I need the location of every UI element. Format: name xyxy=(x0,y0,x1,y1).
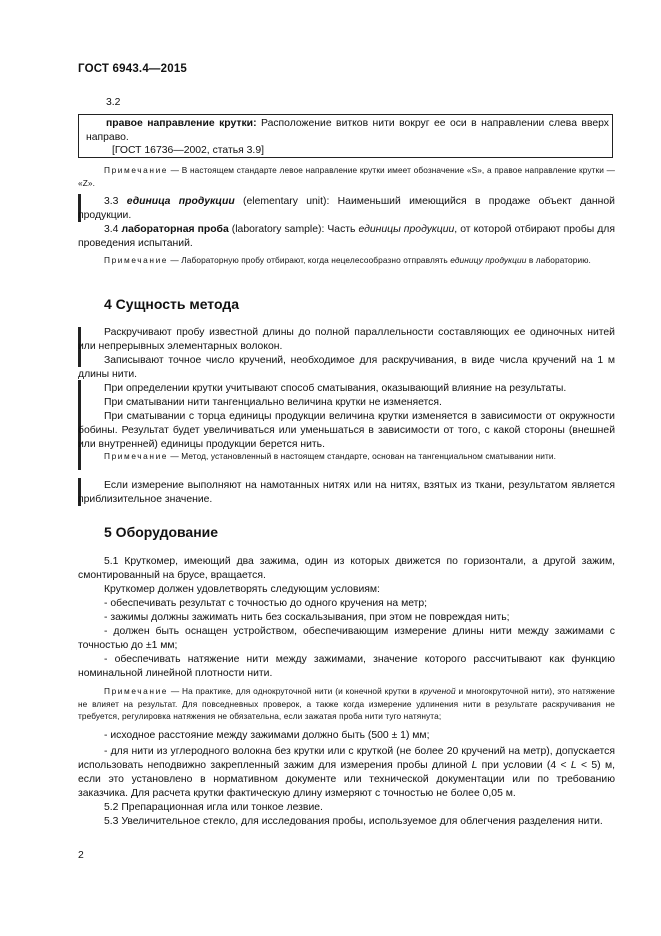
clause-5-2: 5.2 Препарационная игла или тонкое лезвие. xyxy=(104,802,323,813)
note-text-2: в лабораторию. xyxy=(526,255,591,265)
note-text: — В настоящем стандарте левое направление крутки имеет обозначение «S», а правое направление крутки — «Z». xyxy=(78,165,615,188)
term-elementary-unit-def: (elementary unit): Наименьший имеющийся в продаже объект данной продукции. xyxy=(78,196,615,221)
clause-3-4-number: 3.4 xyxy=(104,224,119,235)
note-twist-direction xyxy=(78,164,615,189)
note-label: Примечание xyxy=(104,686,169,696)
page-number: 2 xyxy=(78,850,84,861)
section-4-para-6: Если измерение выполняют на намотанных нитях или на нитях, взятых из ткани, результатом является приблизительное значение. xyxy=(78,480,615,505)
clause-3-2-definition xyxy=(86,117,609,145)
condition-6-text-3: < 5) м, если это установлено в нормативном документе или технической документации или по требованию заказчика. Для расчета крутки фактическую длину измеряют с точностью не более 0,05 м. xyxy=(78,760,616,799)
clause-3-2-number: 3.2 xyxy=(106,97,121,108)
note-text-italic: крученой xyxy=(419,686,456,696)
clause-5-3: 5.3 Увеличительное стекло, для исследования пробы, используемое для облегчения разделения нити. xyxy=(104,816,603,827)
condition-3: - должен быть оснащен устройством, обеспечивающим измерение длины нити между зажимами с точностью до ±1 мм; xyxy=(78,626,615,651)
term-right-twist-def: Расположение витков нити вокруг ее оси в направлении слева вверх направо. xyxy=(86,118,609,143)
clause-3-2-reference: [ГОСТ 16736—2002, статья 3.9] xyxy=(112,145,264,156)
note-text: — Метод, установленный в настоящем стандарте, основан на тангенциальном сматывании нити. xyxy=(168,451,557,461)
condition-6-var-l: L xyxy=(471,760,478,771)
clause-5-1: 5.1 Круткомер, имеющий два зажима, один из которых движется по горизонтали, а другой зажим, смонтированный на брусе, вращается. xyxy=(78,556,615,581)
condition-4: - обеспечивать натяжение нити между зажимами, значение которого рассчитывают как функцию номинальной линейной плотности нити. xyxy=(78,654,615,679)
clause-3-3-number: 3.3 xyxy=(104,196,119,207)
condition-6 xyxy=(78,745,615,801)
section-4-para-5: При сматывании с торца единицы продукции величина крутки изменяется в зависимости от окружности бобины. Результат будет увеличиваться или уменьшаться в зависимости от того, с какой стороны (внешней или внутренней) единицы продукции берется нить. xyxy=(78,411,615,450)
note-text-2: и многокруточной нити), это натяжение не влияет на результат. Для повседневных проверок, а также когда измерение удлинения нити в результате раскручивания не требуется, регулировка натяжения не обязательна, если зажатая проба нити туго натянута; xyxy=(78,686,616,721)
condition-6-var-l: L xyxy=(570,760,577,771)
term-elementary-unit: единица продукции xyxy=(126,196,235,207)
condition-2: - зажимы должны зажимать нить без соскальзывания, при этом не повреждая нить; xyxy=(104,612,510,623)
note-label: Примечание xyxy=(104,255,169,265)
term-lab-def-2: , от которой отбирают пробы для проведения испытаний. xyxy=(78,224,615,249)
clause-3-3 xyxy=(78,195,615,223)
term-right-twist: правое направление крутки: xyxy=(106,118,257,129)
note-label: Примечание xyxy=(104,451,169,461)
note-text-1: — На практике, для однокруточной нити (и конечной крутки в xyxy=(168,686,420,696)
section-5-title: 5 Оборудование xyxy=(104,524,219,540)
section-4-para-3: При определении крутки учитывают способ сматывания, оказывающий влияние на результаты. xyxy=(104,383,567,394)
section-4-para-4: При сматывании нити тангенциально величина крутки не изменяется. xyxy=(104,397,442,408)
note-text-italic: единицу продукции xyxy=(450,255,527,265)
condition-6-text-2: при условии (4 < xyxy=(477,760,571,771)
note-text-1: — Лабораторную пробу отбирают, когда нецелесообразно отправлять xyxy=(168,255,451,265)
section-4-title: 4 Сущность метода xyxy=(104,296,240,312)
note-label: Примечание xyxy=(104,165,169,175)
note-tension xyxy=(78,685,615,723)
note-lab-sample xyxy=(78,254,615,267)
document-header: ГОСТ 6943.4—2015 xyxy=(78,63,188,75)
condition-5: - исходное расстояние между зажимами должно быть (500 ± 1) мм; xyxy=(104,730,430,741)
condition-6-text-1: - для нити из углеродного волокна без крутки или с круткой (не более 20 кручений на метр), допускается использовать неподвижно закрепленный зажим для измерения пробы длиной xyxy=(78,746,615,771)
clause-3-4 xyxy=(78,223,615,251)
term-lab-def-1: (laboratory sample): Часть xyxy=(228,224,359,235)
term-laboratory-sample: лабораторная проба xyxy=(121,224,229,235)
section-4-para-1: Раскручивают пробу известной длины до полной параллельности составляющих ее одиночных нитей или непрерывных элементарных волокон. xyxy=(78,327,615,352)
clause-5-1-conditions: Круткомер должен удовлетворять следующим условиям: xyxy=(104,584,380,595)
section-4-para-2: Записывают точное число кручений, необходимое для раскручивания, в виде числа кручений на 1 м длины нити. xyxy=(78,355,615,380)
term-lab-def-italic: единицы продукции xyxy=(358,224,455,235)
note-method xyxy=(78,450,615,463)
condition-1: - обеспечивать результат с точностью до одного кручения на метр; xyxy=(104,598,428,609)
